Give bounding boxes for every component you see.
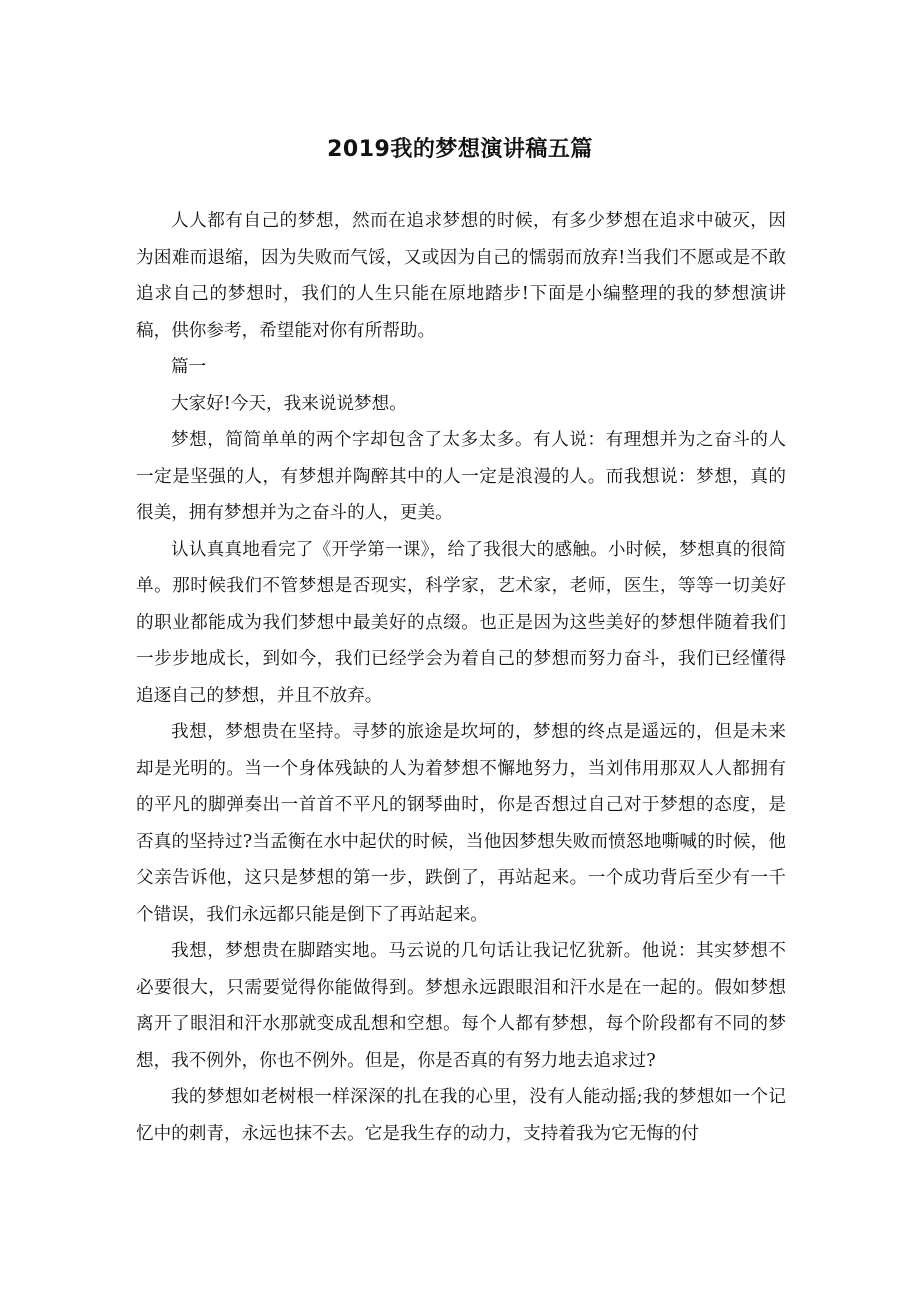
body-paragraph: 我的梦想如老树根一样深深的扎在我的心里，没有人能动摇;我的梦想如一个记忆中的刺青，永远也抹不去。它是我生存的动力，支持着我为它无悔的付 <box>136 1087 786 1144</box>
body-paragraph: 梦想，简简单单的两个字却包含了太多太多。有人说：有理想并为之奋斗的人一定是坚强的人，有梦想并陶醉其中的人一定是浪漫的人。而我想说：梦想，真的很美，拥有梦想并为之奋斗的人，更美。 <box>136 430 786 523</box>
greeting-paragraph: 大家好!今天，我来说说梦想。 <box>171 393 407 414</box>
document-body <box>136 203 786 1152</box>
intro-paragraph: 人人都有自己的梦想，然而在追求梦想的时候，有多少梦想在追求中破灭，因为困难而退缩，因为失败而气馁，又或因为自己的懦弱而放弃!当我们不愿或是不敢追求自己的梦想时，我们的人生只能在原地踏步!下面是小编整理的我的梦想演讲稿，供你参考，希望能对你有所帮助。 <box>136 211 786 341</box>
document-title: 2019我的梦想演讲稿五篇 <box>327 137 593 162</box>
body-paragraph: 我想，梦想贵在坚持。寻梦的旅途是坎坷的，梦想的终点是遥远的，但是未来却是光明的。当一个身体残缺的人为着梦想不懈地努力，当刘伟用那双人人都拥有的平凡的脚弹奏出一首首不平凡的钢琴曲时，你是否想过自己对于梦想的态度，是否真的坚持过?当孟衡在水中起伏的时候，当他因梦想失败而愤怒地嘶喊的时候，他父亲告诉他，这只是梦想的第一步，跌倒了，再站起来。一个成功背后至少有一千个错误，我们永远都只能是倒下了再站起来。 <box>136 722 786 925</box>
section-heading: 篇一 <box>171 357 207 377</box>
body-paragraph: 我想，梦想贵在脚踏实地。马云说的几句话让我记忆犹新。他说：其实梦想不必要很大，只需要觉得你能做得到。梦想永远跟眼泪和汗水是在一起的。假如梦想离开了眼泪和汗水那就变成乱想和空想。每个人都有梦想，每个阶段都有不同的梦想，我不例外，你也不例外。但是，你是否真的有努力地去追求过? <box>136 941 786 1071</box>
body-paragraph: 认认真真地看完了《开学第一课》，给了我很大的感触。小时候，梦想真的很简单。那时候我们不管梦想是否现实，科学家，艺术家，老师，医生，等等一切美好的职业都能成为我们梦想中最美好的点缀。也正是因为这些美好的梦想伴随着我们一步步地成长，到如今，我们已经学会为着自己的梦想而努力奋斗，我们已经懂得追逐自己的梦想，并且不放弃。 <box>136 539 786 706</box>
